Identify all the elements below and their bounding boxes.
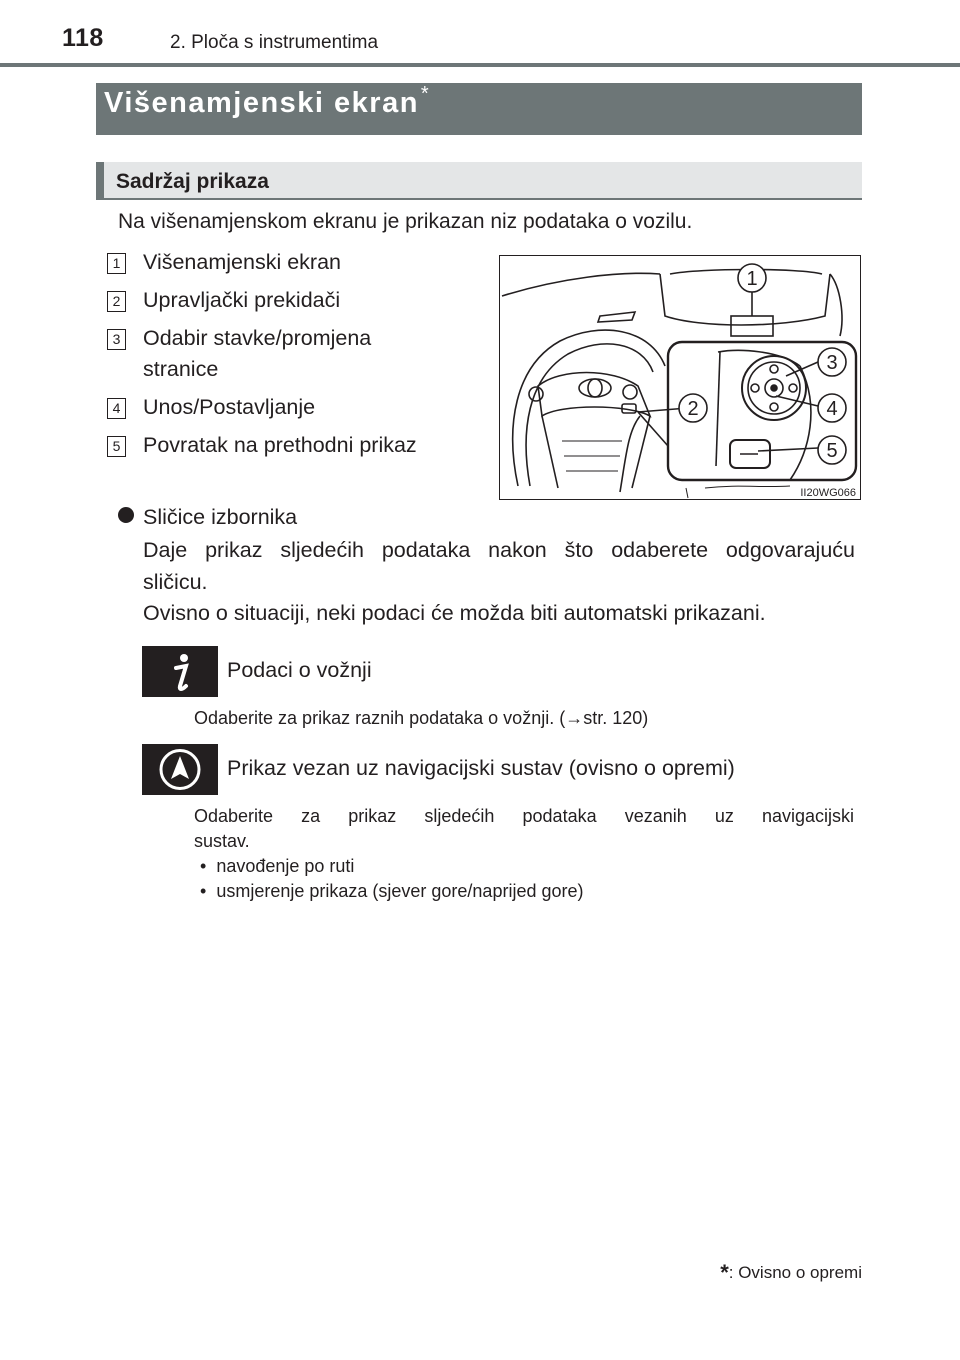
info-icon [142, 646, 218, 697]
navigation-desc-line1: Odaberite za prikaz sljedećih podataka vezanih uz navigacijski [194, 806, 854, 826]
info-icon-glyph [142, 646, 218, 697]
callout-label: Unos/Postavljanje [143, 395, 316, 419]
diagram-code: II20WG066 [800, 487, 856, 499]
list-item: • navođenje po ruti [200, 856, 355, 876]
navigation-display-label: Prikaz vezan uz navigacijski sustav (ovisno o opremi) [227, 756, 735, 780]
callout-number: 2 [107, 291, 126, 312]
footnote-marker: * [720, 1260, 729, 1285]
navigation-desc-line2: sustav. [194, 831, 250, 851]
callout-label-continued: stranice [143, 357, 219, 381]
header-divider [0, 63, 960, 67]
callout-number: 4 [107, 398, 126, 419]
section-title [104, 83, 431, 120]
steering-wheel-illustration [500, 256, 860, 499]
diagram-label-1: 1 [746, 268, 758, 290]
diagram-label-5: 5 [826, 440, 838, 462]
menu-icons-heading: Sličice izbornika [143, 505, 298, 529]
subsection-title: Sadržaj prikaza [116, 170, 269, 193]
callout-number: 5 [107, 436, 126, 457]
footnote-text: : Ovisno o opremi [728, 1263, 862, 1282]
chapter-title: 2. Ploča s instrumentima [170, 32, 379, 53]
bullet-icon [118, 507, 134, 523]
diagram-label-3: 3 [826, 352, 838, 374]
list-item-text: usmjerenje prikaza (sjever gore/naprijed gore) [216, 881, 584, 901]
callout-number: 1 [107, 253, 126, 274]
driving-info-label: Podaci o vožnji [227, 658, 372, 682]
page-number: 118 [62, 24, 104, 52]
menu-icons-desc-line2: sličicu. [143, 570, 208, 594]
optional-equipment-marker: * [420, 83, 431, 105]
driving-info-desc: Odaberite za prikaz raznih podataka o vožnji. (→str. 120) [194, 708, 649, 728]
list-item-text: navođenje po ruti [216, 856, 355, 876]
steering-wheel-diagram [499, 255, 861, 500]
diagram-label-2: 2 [687, 398, 699, 420]
callout-number: 3 [107, 329, 126, 350]
callout-label: Upravljački prekidači [143, 288, 341, 312]
menu-icons-desc-line3: Ovisno o situaciji, neki podaci će možda biti automatski prikazani. [143, 601, 766, 625]
callout-label: Višenamjenski ekran [143, 250, 341, 274]
menu-icons-desc-line1: Daje prikaz sljedećih podataka nakon što odaberete odgovarajuću [143, 538, 855, 562]
list-item: • usmjerenje prikaza (sjever gore/naprijed gore) [200, 881, 584, 901]
diagram-label-4: 4 [826, 398, 838, 420]
intro-text: Na višenamjenskom ekranu je prikazan niz podataka o vozilu. [118, 210, 693, 233]
navigation-icon-glyph [142, 744, 218, 795]
footnote [720, 1258, 862, 1284]
section-title-text: Višenamjenski ekran [104, 87, 419, 119]
callout-label: Povratak na prethodni prikaz [143, 433, 417, 457]
subsection-bar-accent [96, 162, 104, 200]
navigation-icon [142, 744, 218, 795]
callout-label: Odabir stavke/promjena [143, 326, 372, 350]
